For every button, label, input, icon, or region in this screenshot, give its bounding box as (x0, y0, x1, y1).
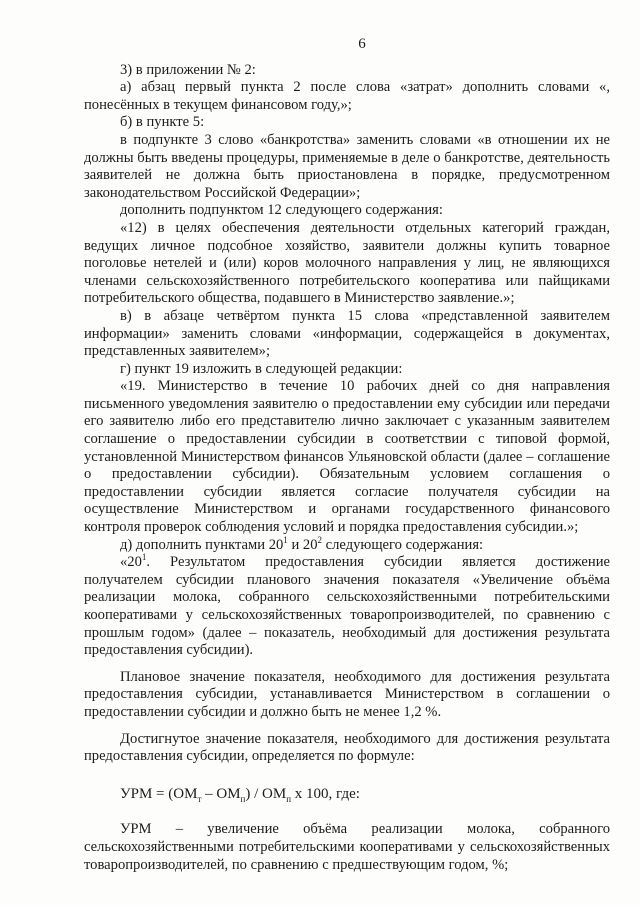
paragraph-plan-value: Плановое значение показателя, необходимого для достижения результата предоставления субсидии, устанавливается Министерством в соглашении о предоставлении субсидии и должно быть не менее 1,2 %. (84, 668, 610, 720)
page-number: 6 (358, 36, 366, 52)
item-d-before: д) дополнить пунктами 20 (120, 536, 284, 553)
point-20-1-sup: 1 (141, 552, 147, 563)
paragraph-item-a: а) абзац первый пункта 2 после слова «затрат» дополнить словами «, понесённых в текущем финансовом году,»; (84, 79, 610, 113)
formula-lhs: УРМ = (ОМ (120, 785, 198, 802)
paragraph-achieved-value: Достигнутое значение показателя, необходимого для достижения результата предоставления субсидии, определяется по формуле: (84, 730, 610, 765)
paragraph-appendix-2: 3) в приложении № 2: (120, 61, 256, 78)
formula-rest: х 100, где: (291, 785, 360, 802)
paragraph-subitem-3: в подпункте 3 слово «банкротства» заменить словами «в отношении их не должны быть введены процедуры, применяемые в деле о банкротстве, деятельность заявителей не должна быть приостановлена в порядке, предусмотренном законодательством Российской Федерации»; (84, 131, 610, 201)
paragraph-point-20-1 (84, 554, 610, 660)
formula-minus: – ОМ (201, 785, 241, 802)
item-d-sup2: 2 (317, 534, 322, 545)
item-d-after: следующего содержания: (322, 536, 484, 553)
item-d-sup1: 1 (283, 534, 288, 545)
formula-sub-t: т (197, 793, 202, 804)
formula-div: ) / ОМ (245, 785, 287, 802)
formula-sub-p1: п (240, 793, 246, 804)
paragraph-subitem-12-text: «12) в целях обеспечения деятельности отдельных категорий граждан, ведущих личное подсобное хозяйство, заявители должны купить товарное поголовье нетелей и (или) коров молочного направления у лиц, не являющихся членами сельскохозяйственного потребительского кооператива или пайщиками потребительского общества, подавшего в Министерство заявление.»; (84, 219, 610, 307)
definition-urm: УРМ – увеличение объёма реализации молока, собранного сельскохозяйственными потребительскими кооперативами у сельскохозяйственных товаропроизводителей, по сравнению с предшествующим годом, %; (84, 821, 610, 873)
point-20-1-open: «20 (120, 554, 142, 571)
point-20-1-text: . Результатом предоставления субсидии является достижение получателем субсидии планового значения показателя «Увеличение объёма реализации молока, собранного сельскохозяйственными потребительскими кооперативами у сельскохозяйственных товаропроизводителей, по сравнению с прошлым годом» (далее – показатель, необходимый для достижения результата предоставления субсидии). (84, 554, 610, 659)
paragraph-item-g: г) пункт 19 изложить в следующей редакции: (120, 360, 403, 377)
paragraph-point-19: «19. Министерство в течение 10 рабочих дней со дня направления письменного уведомления заявителю о предоставлении ему субсидии или передачи его заявителю либо его представителю лично заключает с указанным заявителем соглашение о предоставлении субсидии в соответствии с типовой формой, установленной Министерством финансов Ульяновской области (далее – соглашение о предоставлении субсидии). Обязательным условием соглашения о предоставлении субсидии является согласие получателя субсидии на осуществление Министерством и органами государственного финансового контроля проверок соблюдения условий и порядка предоставления субсидии.»; (84, 378, 610, 536)
formula-sub-p2: п (286, 793, 292, 804)
paragraph-item-b: б) в пункте 5: (120, 114, 205, 131)
paragraph-item-d (84, 534, 610, 555)
item-d-mid: и 20 (287, 536, 318, 553)
paragraph-item-v: в) в абзаце четвёртом пункта 15 слова «представленной заявителем информации» заменить словами «информации, содержащейся в документах, представленных заявителем»; (84, 307, 610, 360)
paragraph-add-subitem-12: дополнить подпунктом 12 следующего содержания: (120, 202, 443, 219)
formula (120, 786, 610, 804)
